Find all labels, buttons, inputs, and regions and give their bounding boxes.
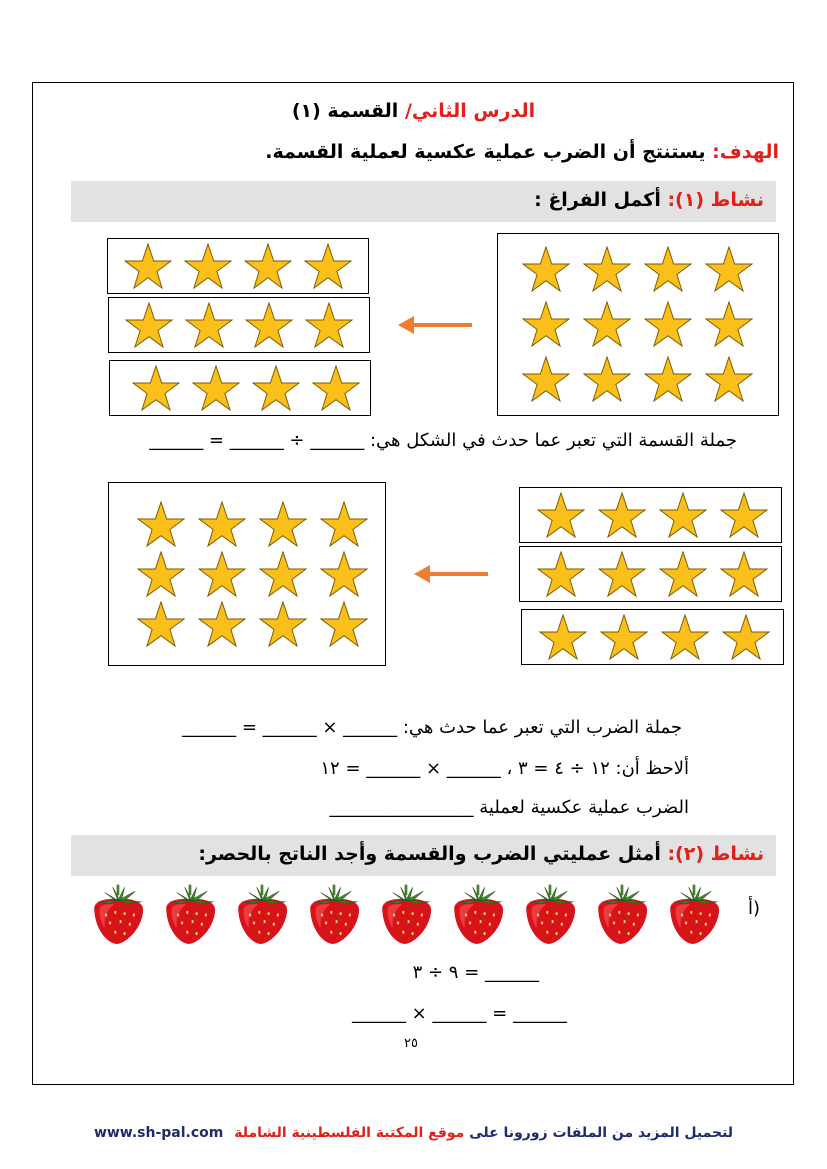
star-icon	[259, 551, 307, 597]
star-icon	[252, 365, 300, 411]
star-icon	[259, 601, 307, 647]
lesson-goal: الهدف: يستنتج أن الضرب عملية عكسية لعملية القسمة.	[265, 141, 779, 163]
strawberry-image	[229, 882, 295, 948]
star-icon	[198, 501, 246, 547]
star-icon	[722, 614, 770, 660]
star-icon	[305, 302, 353, 348]
star-row-box	[108, 297, 370, 353]
star-icon	[720, 492, 768, 538]
footer-link[interactable]: www.sh-pal.com	[93, 1125, 224, 1141]
page-number: ٢٥	[404, 1036, 418, 1051]
observation-note: ألاحظ أن: ١٢ ÷ ٤ = ٣ ، ______ × ______ = ١٢	[320, 758, 689, 779]
strawberry-image	[85, 882, 151, 948]
star-icon	[598, 492, 646, 538]
conclusion-sentence: الضرب عملية عكسية لعملية ________________	[329, 797, 689, 818]
star-icon	[304, 243, 352, 289]
division-equation: ٩ ÷ ٣ = ______	[412, 962, 539, 983]
star-icon	[245, 302, 293, 348]
arrow-left-icon	[412, 561, 490, 587]
star-icon	[320, 501, 368, 547]
strawberry-image	[373, 882, 439, 948]
strawberry-image	[517, 882, 583, 948]
star-icon	[644, 356, 692, 402]
star-icon	[192, 365, 240, 411]
star-icon	[598, 551, 646, 597]
division-sentence: جملة القسمة التي تعبر عما حدث في الشكل هي: ______ ÷ ______ = ______	[149, 430, 737, 451]
star-icon	[198, 601, 246, 647]
star-icon	[583, 246, 631, 292]
star-icon	[259, 501, 307, 547]
multiplication-equation: ______ × ______ = ______	[351, 1003, 567, 1024]
star-icon	[244, 243, 292, 289]
footer: لتحميل المزيد من الملفات زورونا على موقع المكتبة الفلسطينية الشاملة www.sh-pal.com	[93, 1125, 734, 1141]
star-icon	[184, 243, 232, 289]
strawberry-image	[661, 882, 727, 948]
star-icon	[705, 301, 753, 347]
star-icon	[320, 551, 368, 597]
star-icon	[522, 301, 570, 347]
activity1-header: نشاط (١): أكمل الفراغ :	[71, 181, 776, 222]
star-icon	[137, 501, 185, 547]
arrow-left-icon	[396, 312, 474, 338]
star-icon	[198, 551, 246, 597]
star-grid-box	[108, 482, 386, 666]
star-grid-box	[497, 233, 779, 416]
star-icon	[125, 302, 173, 348]
star-icon	[644, 246, 692, 292]
star-icon	[600, 614, 648, 660]
star-icon	[705, 246, 753, 292]
star-icon	[537, 551, 585, 597]
star-row-box	[521, 609, 784, 665]
star-icon	[522, 246, 570, 292]
multiplication-sentence: جملة الضرب التي تعبر عما حدث هي: ______ × ______ = ______	[182, 717, 682, 738]
star-row-box	[109, 360, 371, 416]
star-icon	[659, 492, 707, 538]
lesson-title: الدرس الثاني/ القسمة (١)	[291, 100, 536, 122]
strawberry-image	[157, 882, 223, 948]
star-icon	[720, 551, 768, 597]
star-icon	[132, 365, 180, 411]
star-icon	[137, 601, 185, 647]
strawberry-image	[301, 882, 367, 948]
star-row-box	[519, 546, 782, 602]
star-icon	[137, 551, 185, 597]
strawberry-image	[445, 882, 511, 948]
item-label: أ)	[748, 898, 761, 919]
star-icon	[705, 356, 753, 402]
activity2-header: نشاط (٢): أمثل عمليتي الضرب والقسمة وأجد الناتج بالحصر:	[71, 835, 776, 876]
star-row-box	[107, 238, 369, 294]
star-icon	[320, 601, 368, 647]
strawberry-image	[589, 882, 655, 948]
star-icon	[124, 243, 172, 289]
star-icon	[537, 492, 585, 538]
star-icon	[539, 614, 587, 660]
star-icon	[312, 365, 360, 411]
star-icon	[661, 614, 709, 660]
star-row-box	[519, 487, 782, 543]
star-icon	[659, 551, 707, 597]
star-icon	[583, 356, 631, 402]
star-icon	[185, 302, 233, 348]
star-icon	[644, 301, 692, 347]
star-icon	[522, 356, 570, 402]
star-icon	[583, 301, 631, 347]
